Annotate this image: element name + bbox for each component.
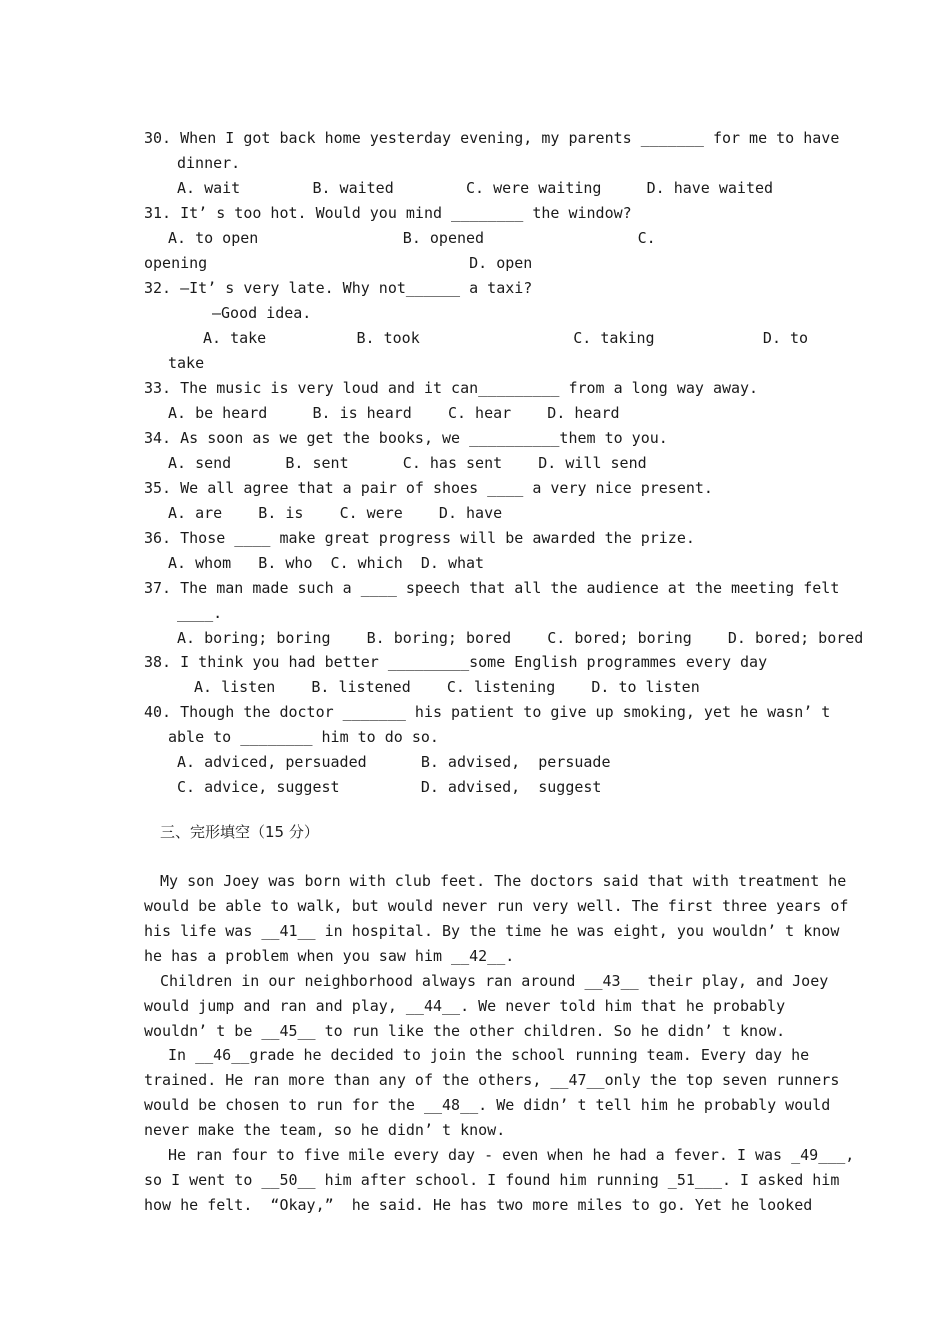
passage-line: trained. He ran more than any of the others, __47__only the top seven runners bbox=[144, 1071, 840, 1089]
q35-options: A. are B. is C. were D. have bbox=[168, 504, 503, 522]
q34-options: A. send B. sent C. has sent D. will send bbox=[168, 454, 647, 472]
passage-line: would jump and ran and play, __44__. We never told him that he probably bbox=[144, 997, 786, 1015]
passage-line: would be chosen to run for the __48__. We didn’ t tell him he probably would bbox=[144, 1096, 831, 1114]
passage-line: would be able to walk, but would never run very well. The first three years of bbox=[144, 897, 849, 915]
q40-options-cd: C. advice, suggest D. advised, suggest bbox=[177, 778, 602, 796]
q30-options: A. wait B. waited C. were waiting D. have waited bbox=[177, 179, 774, 197]
q37-stem: 37. The man made such a ____ speech that all the audience at the meeting felt bbox=[144, 579, 840, 597]
passage-line: so I went to __50__ him after school. I found him running _51___. I asked him bbox=[144, 1171, 840, 1189]
q37-stem-cont: ____. bbox=[177, 604, 223, 622]
q32-options: A. take B. took C. taking D. to bbox=[203, 329, 809, 347]
q33-options: A. be heard B. is heard C. hear D. heard bbox=[168, 404, 620, 422]
q33-stem: 33. The music is very loud and it can_________ from a long way away. bbox=[144, 379, 759, 397]
q36-stem: 36. Those ____ make great progress will be awarded the prize. bbox=[144, 529, 695, 547]
q40-stem: 40. Though the doctor _______ his patient to give up smoking, yet he wasn’ t bbox=[144, 703, 831, 721]
q30-stem: 30. When I got back home yesterday evening, my parents _______ for me to have bbox=[144, 129, 840, 147]
passage-line: wouldn’ t be __45__ to run like the other children. So he didn’ t know. bbox=[144, 1022, 786, 1040]
passage-line: Children in our neighborhood always ran around __43__ their play, and Joey bbox=[160, 972, 829, 990]
passage-line: he has a problem when you saw him __42__. bbox=[144, 947, 515, 965]
q37-options: A. boring; boring B. boring; bored C. bored; boring D. bored; bored bbox=[177, 629, 864, 647]
q38-options: A. listen B. listened C. listening D. to listen bbox=[194, 678, 700, 696]
passage-line: He ran four to five mile every day - even when he had a fever. I was _49___, bbox=[168, 1146, 855, 1164]
q38-stem: 38. I think you had better _________some English programmes every day bbox=[144, 653, 768, 671]
q32-options-cont: take bbox=[168, 354, 205, 372]
q40-options-ab: A. adviced, persuaded B. advised, persuade bbox=[177, 753, 611, 771]
q31-options-cont: opening D. open bbox=[144, 254, 533, 272]
passage-line: how he felt. “Okay,” he said. He has two more miles to go. Yet he looked bbox=[144, 1196, 813, 1214]
q32-reply: —Good idea. bbox=[212, 304, 312, 322]
passage-line: his life was __41__ in hospital. By the time he was eight, you wouldn’ t know bbox=[144, 922, 840, 940]
q40-stem-cont: able to ________ him to do so. bbox=[168, 728, 439, 746]
passage-line: My son Joey was born with club feet. The doctors said that with treatment he bbox=[160, 872, 847, 890]
q35-stem: 35. We all agree that a pair of shoes ____ a very nice present. bbox=[144, 479, 713, 497]
q32-stem: 32. —It’ s very late. Why not______ a taxi? bbox=[144, 279, 533, 297]
q36-options: A. whom B. who C. which D. what bbox=[168, 554, 485, 572]
q34-stem: 34. As soon as we get the books, we __________them to you. bbox=[144, 429, 668, 447]
q31-options: A. to open B. opened C. bbox=[168, 229, 656, 247]
q31-stem: 31. It’ s too hot. Would you mind ________ the window? bbox=[144, 204, 632, 222]
q30-stem-cont: dinner. bbox=[177, 154, 241, 172]
passage-line: In __46__grade he decided to join the school running team. Every day he bbox=[168, 1046, 810, 1064]
section-heading: 三、完形填空（15 分） bbox=[160, 823, 319, 841]
passage-line: never make the team, so he didn’ t know. bbox=[144, 1121, 506, 1139]
